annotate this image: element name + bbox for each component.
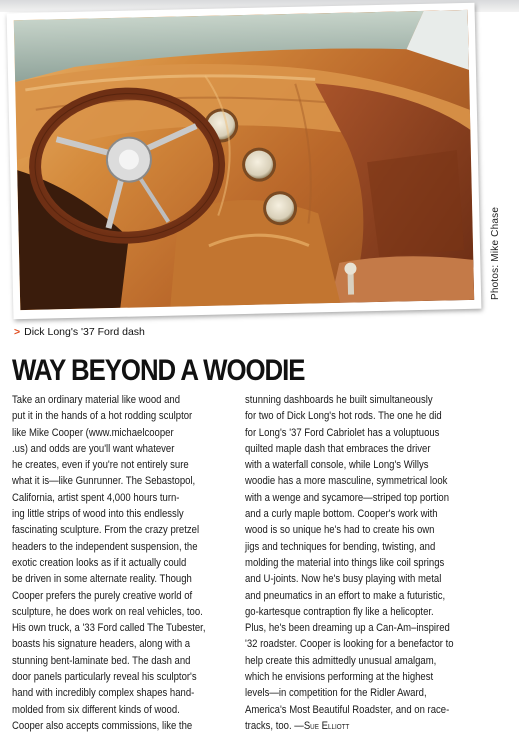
body-line: with a waterfall console, while Long's Willys: [245, 459, 429, 472]
article-column-right: [245, 392, 481, 734]
dashboard-illustration: [14, 10, 474, 310]
body-line: woodie has a more masculine, symmetrical look: [245, 475, 448, 488]
body-line: fascinating sculpture. From the crazy pretzel: [12, 524, 200, 537]
body-line: America's Most Beautiful Roadster, and on race-: [245, 703, 450, 716]
body-line: stunning bent-laminate bed. The dash and: [12, 654, 191, 667]
body-line: levels—in competition for the Ridler Award,: [245, 687, 427, 700]
body-line: Cooper prefers the purely creative world of: [12, 589, 193, 602]
body-line: put it in the hands of a hot rodding sculptor: [12, 410, 193, 423]
body-line: quilted maple dash that embraces the driver: [245, 442, 431, 455]
body-line: which he envisions performing at the highest: [245, 671, 434, 684]
body-line: Plus, he's been dreaming up a Can-Am–inspired: [245, 622, 450, 635]
body-line: molding the material into things like coil springs: [245, 556, 445, 569]
photo-caption: [14, 326, 145, 338]
caption-marker: >: [14, 326, 21, 338]
body-line: boasts his signature headers, along with a: [12, 638, 191, 651]
body-line: be driven in some alternate reality. Though: [12, 573, 192, 586]
body-line: hand with incredibly complex shapes hand-: [12, 687, 195, 700]
body-line: and U-joints. Now he's busy playing with metal: [245, 573, 442, 586]
body-line: what it is—like Gunrunner. The Sebastopol,: [12, 475, 196, 488]
body-line: for Long's '37 Ford Cabriolet has a voluptuous: [245, 426, 440, 439]
photo-card: [7, 3, 482, 320]
body-line-final: [245, 718, 457, 734]
body-line: for two of Dick Long's hot rods. The one he did: [245, 410, 442, 423]
body-line: Take an ordinary material like wood and: [12, 394, 181, 406]
body-line: .us) and odds are you'll want whatever: [12, 442, 175, 455]
dashboard-photo: [14, 10, 474, 310]
body-line: sculpture, he does work on real vehicles, too.: [12, 605, 203, 618]
body-line: and a curly maple bottom. Cooper's work with: [245, 508, 438, 521]
body-line: he creates, even if you're not entirely sure: [12, 459, 189, 472]
body-line: wood is so unique he's had to create his own: [245, 524, 435, 537]
body-line: door panels particularly reveal his sculptor's: [12, 671, 197, 684]
photo-credit: Photos: Mike Chase: [490, 206, 501, 300]
body-line: '32 roadster. Cooper is looking for a benefactor to: [245, 638, 454, 651]
body-line: Cooper also accepts commissions, like the: [12, 719, 193, 732]
article-column-left: [12, 392, 244, 734]
article-headline: WAY BEYOND A WOODIE: [12, 354, 305, 387]
body-line: His own truck, a '33 Ford called The Tubester,: [12, 622, 206, 635]
body-line: and pneumatics in an effort to make a futuristic,: [245, 589, 446, 602]
body-line: headers to the independent suspension, the: [12, 540, 198, 553]
body-line: help create this admittedly unusual amalgam,: [245, 654, 437, 667]
body-line-final-text: tracks, too. —: [245, 719, 304, 732]
body-line: California, artist spent 4,000 hours turn-: [12, 491, 180, 504]
caption-text: Dick Long's '37 Ford dash: [24, 326, 145, 338]
body-line: go-kartesque contraption fly like a helicopter.: [245, 605, 434, 618]
body-line: exotic creation looks as if it actually could: [12, 556, 187, 569]
body-line: stunning dashboards he built simultaneously: [245, 394, 433, 406]
body-line: with a wenge and sycamore—striped top portion: [245, 491, 450, 504]
body-line: jigs and techniques for bending, twisting, and: [245, 540, 436, 553]
body-line: ing little strips of wood into this endlessly: [12, 508, 184, 521]
author-signature: Sue Elliott: [303, 719, 350, 732]
body-line: molded from six different kinds of wood.: [12, 703, 180, 716]
body-line: like Mike Cooper (www.michaelcooper: [12, 426, 174, 439]
